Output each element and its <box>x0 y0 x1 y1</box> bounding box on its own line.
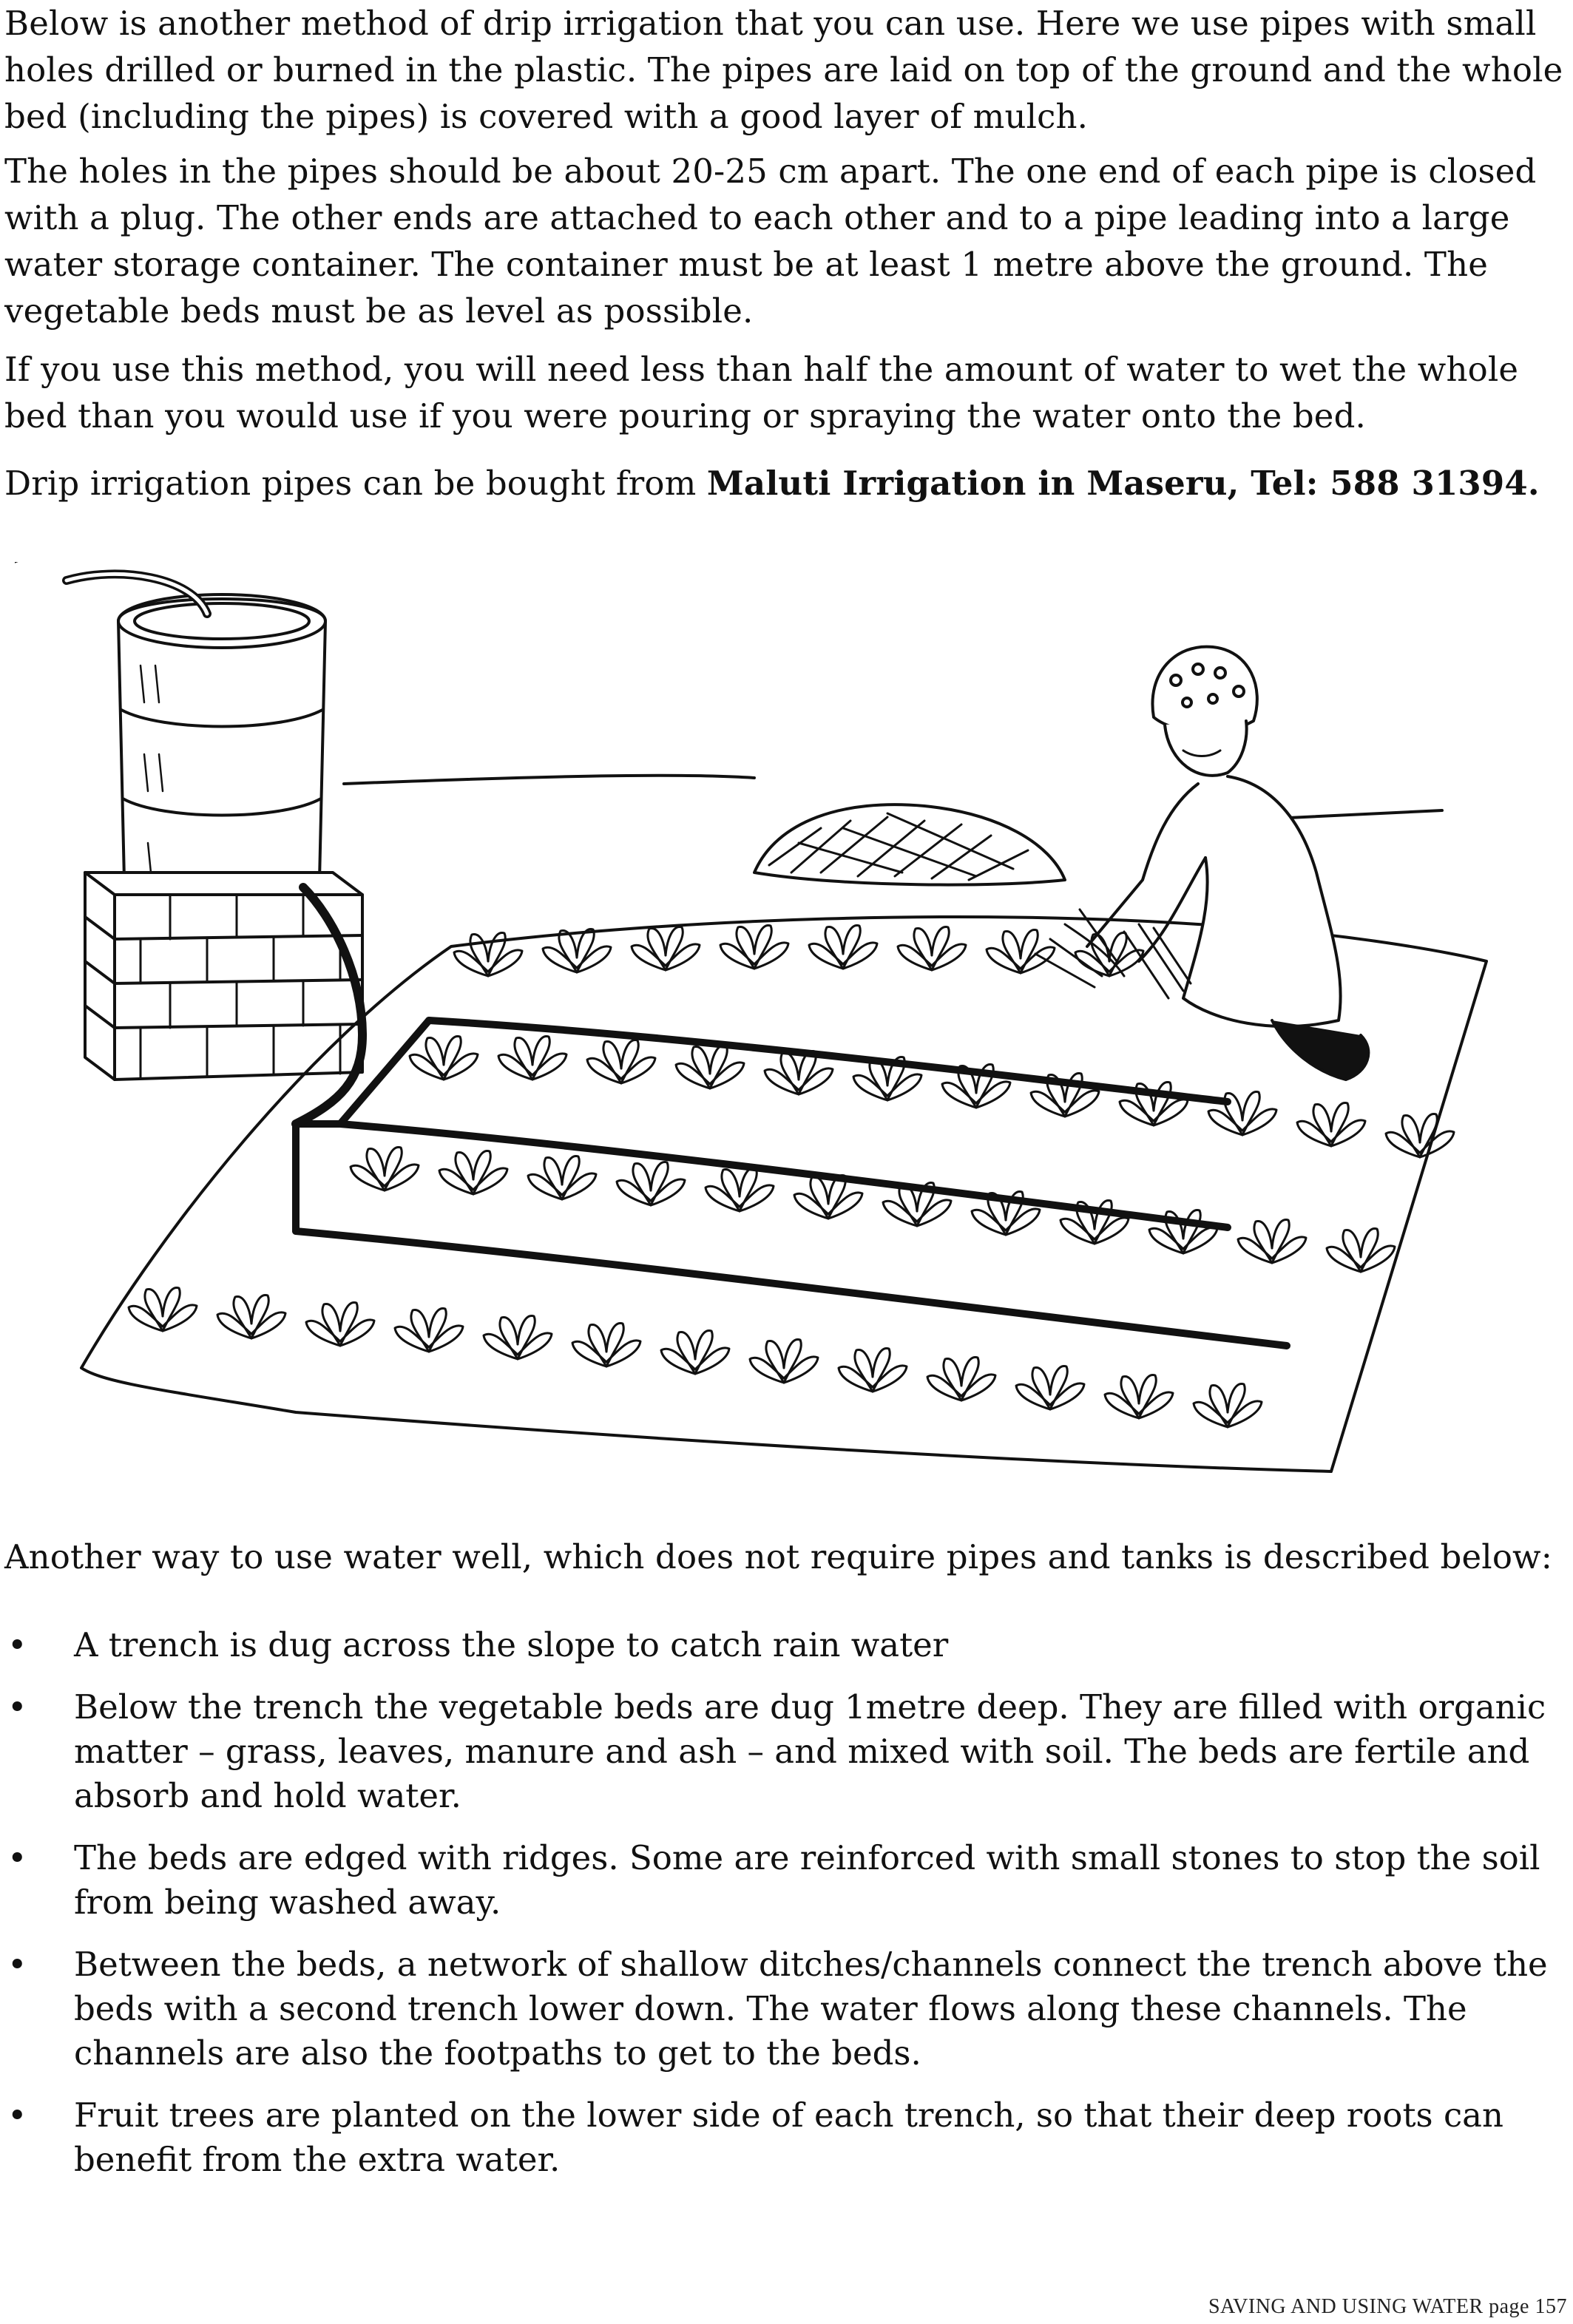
bullet-marker: • <box>7 1945 27 1984</box>
list-item <box>4 1623 1566 1667</box>
list-item <box>4 1685 1566 1818</box>
water-drum <box>67 574 325 902</box>
list-item-text: Between the beds, a network of shallow ditches/channels connect the trench above the beds with a second trench lower down. The water flows along these channels. The channels are also the footpaths to get to the beds. <box>74 1945 1548 2073</box>
drip-irrigation-illustration <box>15 562 1501 1479</box>
list-item <box>4 1836 1566 1925</box>
list-item-text: Fruit trees are planted on the lower side of each trench, so that their deep roots can benefit from the extra water. <box>74 2096 1503 2179</box>
paragraph-alternative-method: Another way to use water well, which does not require pipes and tanks is described below: <box>4 1537 1553 1576</box>
list-item-text: A trench is dug across the slope to catch rain water <box>74 1625 949 1664</box>
trench-method-list <box>4 1623 1566 2200</box>
supplier-text: Drip irrigation pipes can be bought from <box>4 464 707 503</box>
supplier-contact: Maluti Irrigation in Maseru, Tel: 588 31394. <box>706 464 1540 503</box>
list-item <box>4 2093 1566 2182</box>
page-footer: SAVING AND USING WATER page 157 <box>1208 2295 1567 2318</box>
list-item-text: The beds are edged with ridges. Some are reinforced with small stones to stop the soil from being washed away. <box>74 1838 1540 1922</box>
bullet-marker: • <box>7 2096 27 2135</box>
paragraph-hole-spacing: The holes in the pipes should be about 20-25 cm apart. The one end of each pipe is closed with a plug. The other ends are attached to each other and to a pipe leading into a large water storage container. The container must be at least 1 metre above the ground. The vegetable beds must be as level as possible. <box>4 152 1537 331</box>
paragraph-drip-method: Below is another method of drip irrigation that you can use. Here we use pipes with small holes drilled or burned in the plastic. The pipes are laid on top of the ground and the whole bed (including the pipes) is covered with a good layer of mulch. <box>4 4 1563 136</box>
list-item-text: Below the trench the vegetable beds are dug 1metre deep. They are filled with organic matter – grass, leaves, manure and ash – and mixed with soil. The beds are fertile and absorb and hold water. <box>74 1687 1546 1815</box>
mulch-heap <box>754 804 1065 884</box>
list-item <box>4 1942 1566 2076</box>
bullet-marker: • <box>7 1838 27 1877</box>
paragraph-supplier <box>4 460 1566 507</box>
bullet-marker: • <box>7 1687 27 1727</box>
woman-spreading-mulch <box>1035 647 1368 1080</box>
paragraph-water-savings: If you use this method, you will need less than half the amount of water to wet the whole bed than you would use if you were pouring or spraying the water onto the bed. <box>4 350 1519 436</box>
bullet-marker: • <box>7 1625 27 1664</box>
